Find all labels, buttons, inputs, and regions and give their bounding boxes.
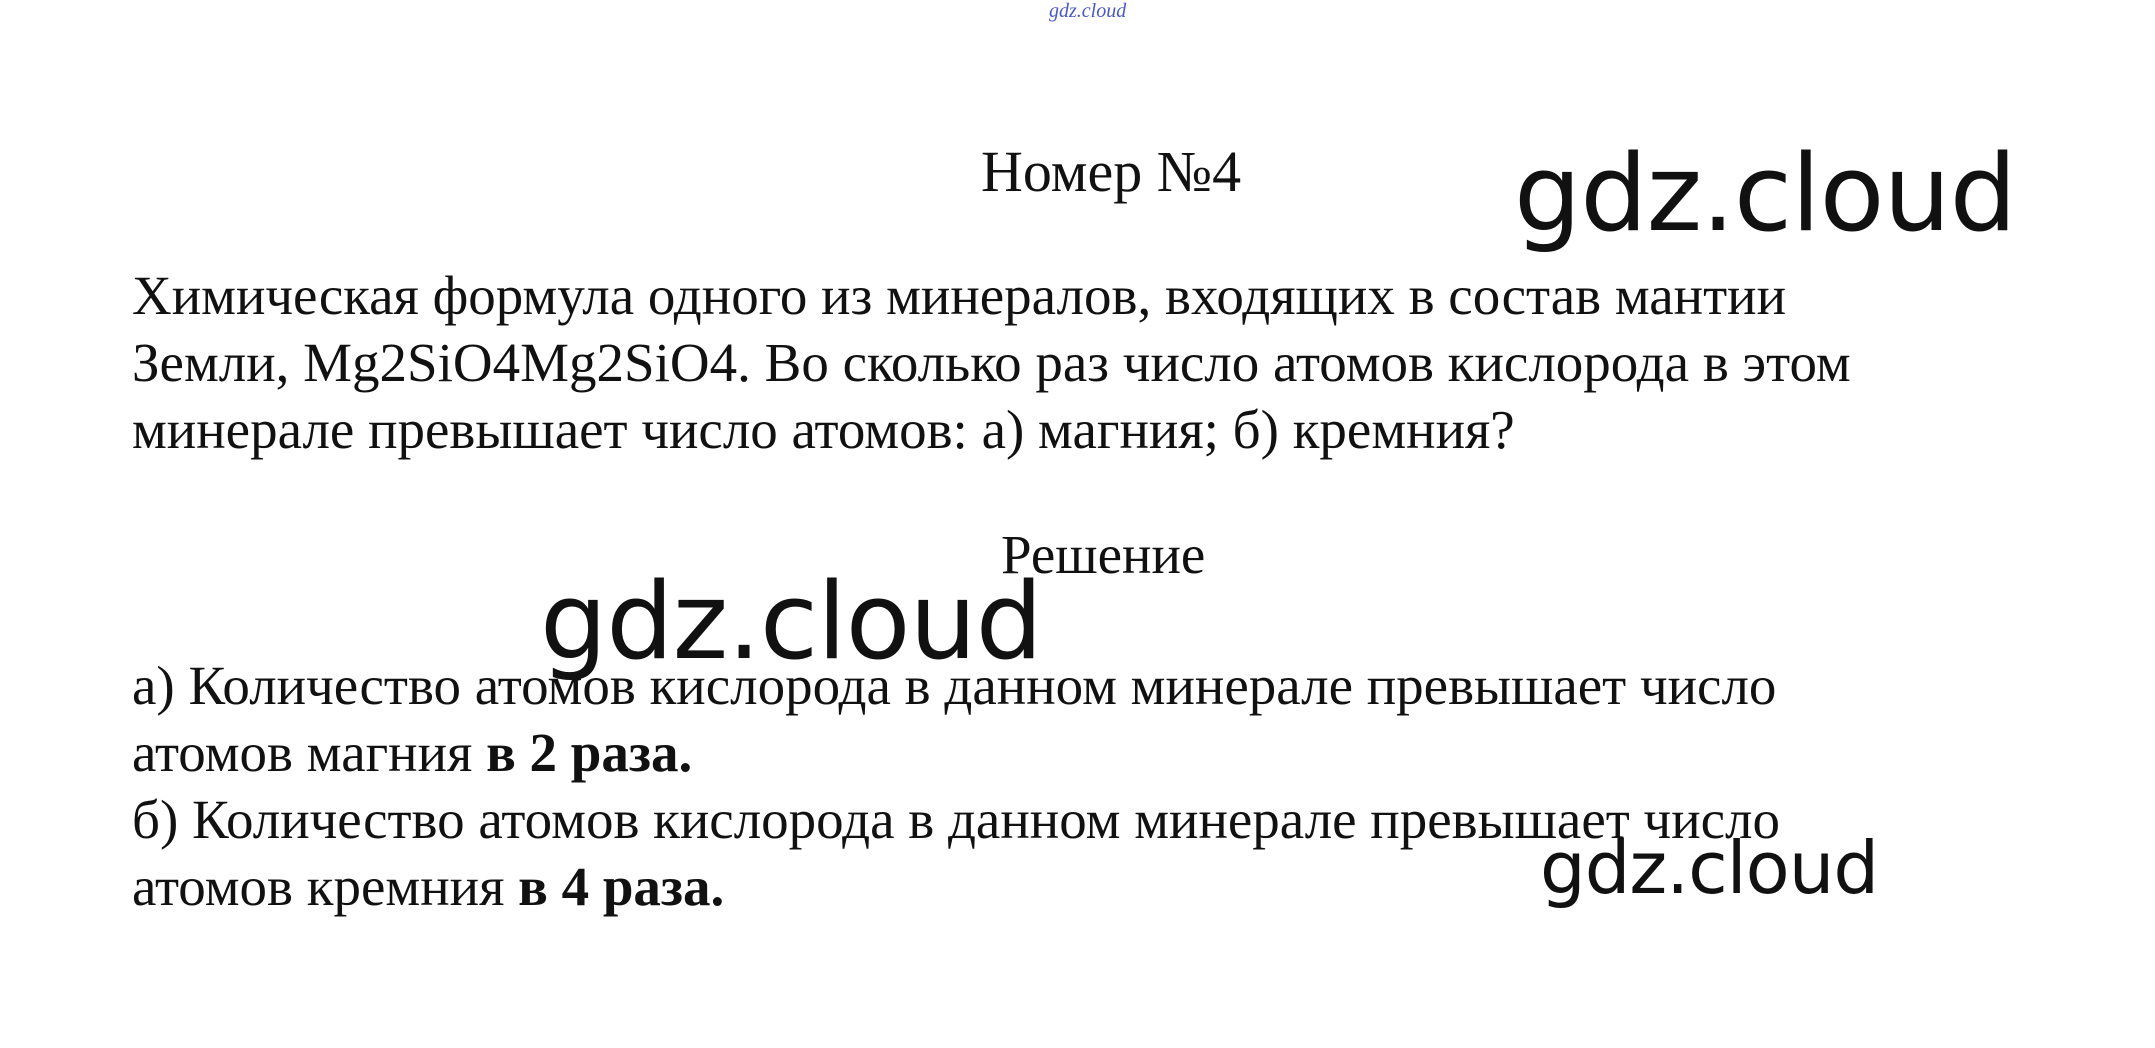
answer-a-line-2: [132, 719, 2052, 786]
watermark-logo: gdz.cloud: [1540, 826, 1879, 910]
watermark-logo: gdz.cloud: [540, 560, 1042, 683]
watermark-logo: gdz.cloud: [1514, 132, 2016, 255]
answer-b-text: атомов кремния: [132, 856, 519, 917]
solution-title: Решение: [1001, 524, 1206, 585]
question-line-1: Химическая формула одного из минералов, входящих в состав мантии: [132, 265, 1787, 326]
header-watermark: gdz.cloud: [1049, 0, 1127, 22]
question-text: [132, 262, 2052, 463]
question-line-2: Земли, Mg2SiO4Mg2SiO4. Во сколько раз число атомов кислорода в этом: [132, 332, 1851, 393]
task-heading: Номер №4: [981, 139, 1242, 204]
answer-a-text: атомов магния: [132, 722, 487, 783]
answer-a-result: в 2 раза.: [486, 722, 693, 783]
answer-b-result: в 4 раза.: [518, 856, 725, 917]
answer-a-line-1: а) Количество атомов кислорода в данном минерале превышает число: [132, 655, 1777, 716]
question-line-3: минерале превышает число атомов: а) магния; б) кремния?: [132, 399, 1515, 460]
answer-b-line-1: б) Количество атомов кислорода в данном минерале превышает число: [132, 789, 1780, 850]
